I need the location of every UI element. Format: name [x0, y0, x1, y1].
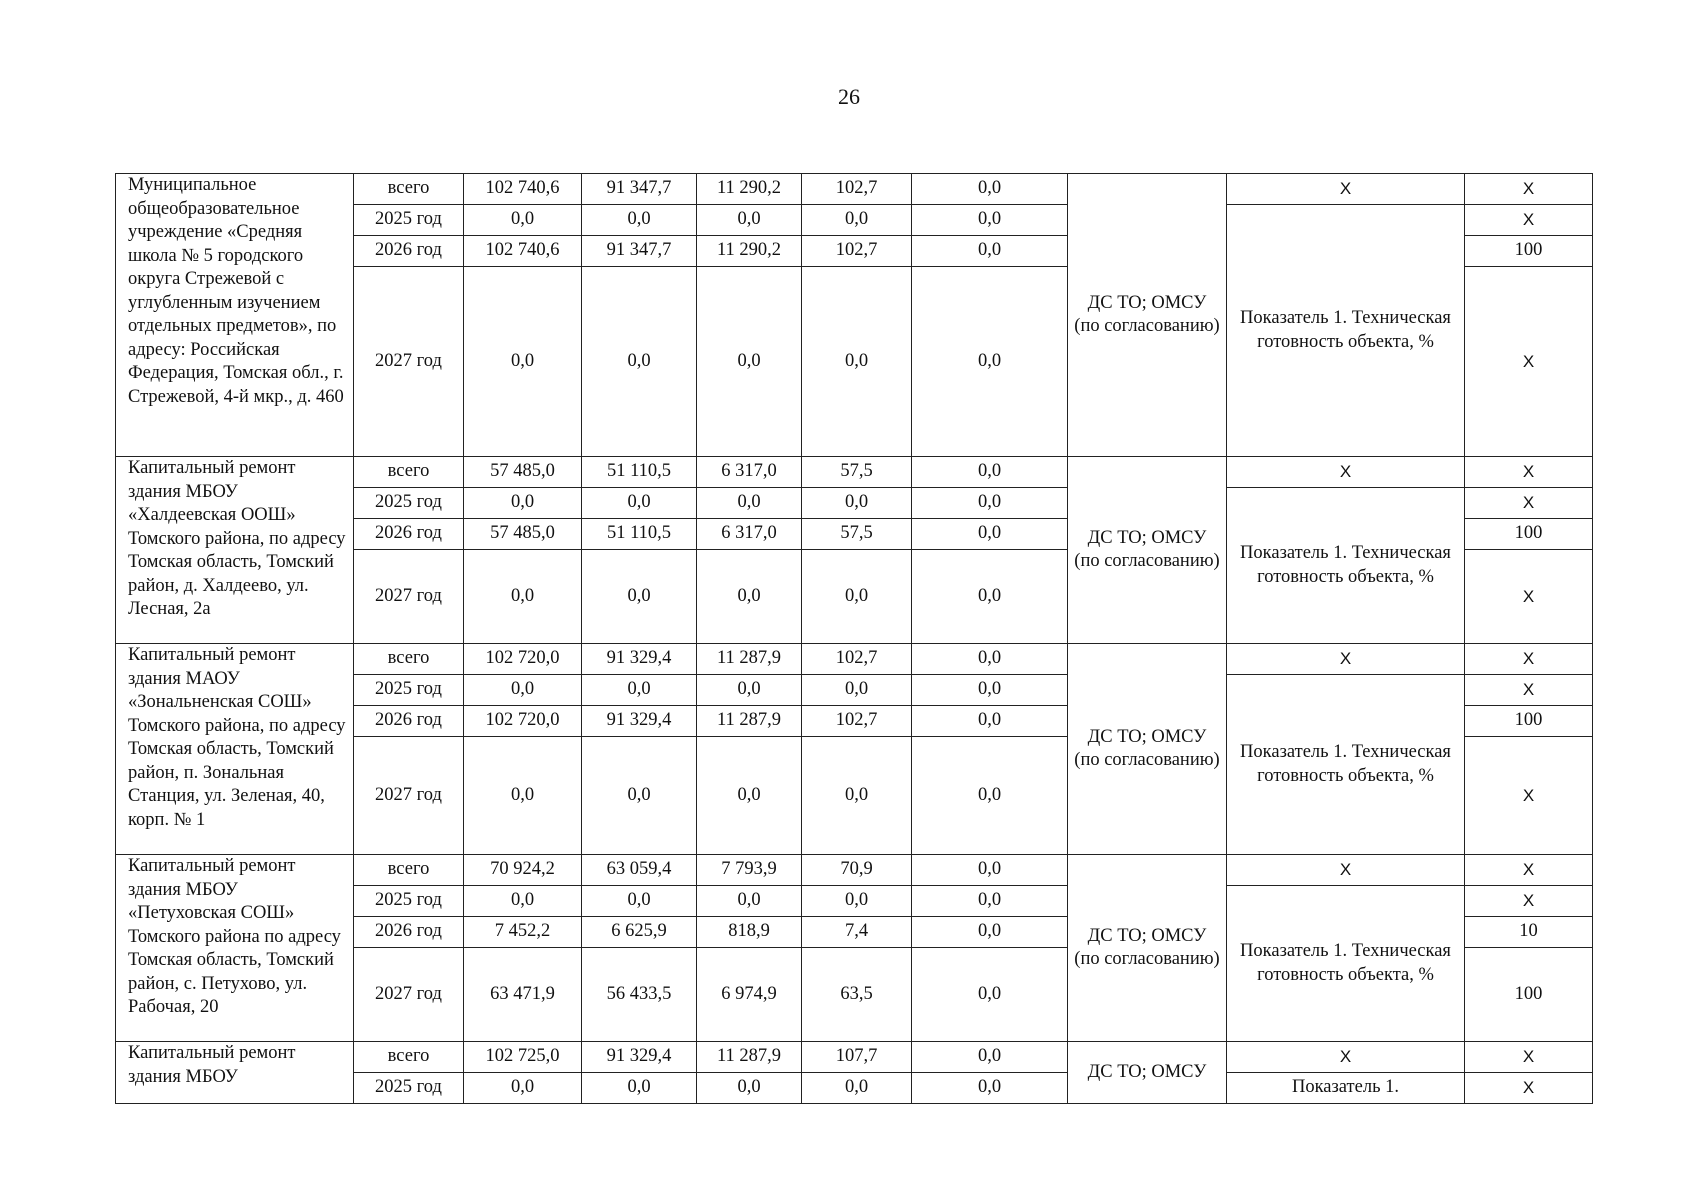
table-row: [116, 457, 1593, 488]
value-cell: 102 740,6: [464, 236, 582, 267]
period-cell: 2026 год: [354, 236, 464, 267]
value-cell: 0,0: [802, 1073, 912, 1104]
value-cell: 6 974,9: [697, 948, 802, 1042]
value-cell: 51 110,5: [582, 457, 697, 488]
object-name: Капитальный ремонт здания МБОУ «Халдеевская ООШ» Томского района, по адресу Томская область, Томский район, д. Халдеево, ул. Лесная, 2а: [116, 457, 354, 644]
object-name: Капитальный ремонт здания МБОУ «Петуховская СОШ» Томского района по адресу Томская область, Томский район, с. Петухово, ул. Рабочая, 20: [116, 855, 354, 1042]
value-cell: 0,0: [912, 550, 1068, 644]
value-cell: 818,9: [697, 917, 802, 948]
value-cell: 7 452,2: [464, 917, 582, 948]
value-cell: 6 317,0: [697, 457, 802, 488]
executor-cell: ДС ТО; ОМСУ (по согласованию): [1068, 855, 1227, 1042]
executor-cell: ДС ТО; ОМСУ (по согласованию): [1068, 457, 1227, 644]
page-number: 26: [838, 84, 860, 109]
target-cell: Х: [1465, 675, 1593, 706]
period-cell: 2026 год: [354, 917, 464, 948]
value-cell: 0,0: [582, 550, 697, 644]
indicator-cell: Показатель 1. Техническая готовность объекта, %: [1227, 886, 1465, 1042]
value-cell: 0,0: [912, 205, 1068, 236]
value-cell: 0,0: [697, 886, 802, 917]
period-cell: 2027 год: [354, 948, 464, 1042]
target-cell: 100: [1465, 948, 1593, 1042]
value-cell: 102,7: [802, 236, 912, 267]
value-cell: 0,0: [464, 267, 582, 457]
value-cell: 0,0: [464, 550, 582, 644]
value-cell: 0,0: [912, 855, 1068, 886]
value-cell: 11 287,9: [697, 706, 802, 737]
value-cell: 0,0: [912, 174, 1068, 205]
period-cell: всего: [354, 644, 464, 675]
target-cell: Х: [1465, 1073, 1593, 1104]
value-cell: 0,0: [582, 886, 697, 917]
program-table: [115, 173, 1593, 1104]
value-cell: 57 485,0: [464, 457, 582, 488]
value-cell: 0,0: [802, 886, 912, 917]
period-cell: 2026 год: [354, 519, 464, 550]
target-cell: Х: [1465, 457, 1593, 488]
target-cell: Х: [1465, 205, 1593, 236]
indicator-cell: Х: [1227, 457, 1465, 488]
indicator-cell: Показатель 1. Техническая готовность объекта, %: [1227, 675, 1465, 855]
target-cell: 10: [1465, 917, 1593, 948]
executor-cell: ДС ТО; ОМСУ (по согласованию): [1068, 644, 1227, 855]
value-cell: 11 287,9: [697, 1042, 802, 1073]
value-cell: 0,0: [697, 737, 802, 855]
indicator-cell: Х: [1227, 644, 1465, 675]
value-cell: 6 317,0: [697, 519, 802, 550]
value-cell: 0,0: [582, 1073, 697, 1104]
target-cell: Х: [1465, 886, 1593, 917]
period-cell: 2026 год: [354, 706, 464, 737]
value-cell: 0,0: [802, 267, 912, 457]
value-cell: 91 329,4: [582, 706, 697, 737]
table-row: [116, 855, 1593, 886]
value-cell: 0,0: [464, 737, 582, 855]
target-cell: Х: [1465, 737, 1593, 855]
value-cell: 57,5: [802, 457, 912, 488]
value-cell: 57 485,0: [464, 519, 582, 550]
period-cell: 2027 год: [354, 267, 464, 457]
value-cell: 0,0: [912, 948, 1068, 1042]
object-name: Капитальный ремонт здания МБОУ: [116, 1042, 354, 1104]
value-cell: 91 347,7: [582, 236, 697, 267]
value-cell: 0,0: [912, 917, 1068, 948]
value-cell: 0,0: [582, 737, 697, 855]
value-cell: 102 740,6: [464, 174, 582, 205]
table-row: [116, 644, 1593, 675]
target-cell: 100: [1465, 236, 1593, 267]
object-name: Капитальный ремонт здания МАОУ «Зональненская СОШ» Томского района, по адресу Томская область, Томский район, п. Зональная Станция, ул. Зеленая, 40, корп. № 1: [116, 644, 354, 855]
value-cell: 0,0: [697, 205, 802, 236]
period-cell: 2027 год: [354, 550, 464, 644]
value-cell: 0,0: [464, 488, 582, 519]
value-cell: 0,0: [582, 205, 697, 236]
value-cell: 0,0: [802, 205, 912, 236]
value-cell: 0,0: [912, 236, 1068, 267]
target-cell: Х: [1465, 550, 1593, 644]
value-cell: 102,7: [802, 706, 912, 737]
value-cell: 107,7: [802, 1042, 912, 1073]
value-cell: 0,0: [464, 1073, 582, 1104]
executor-cell: ДС ТО; ОМСУ (по согласованию): [1068, 174, 1227, 457]
indicator-cell: Х: [1227, 855, 1465, 886]
period-cell: 2025 год: [354, 488, 464, 519]
value-cell: 0,0: [697, 675, 802, 706]
indicator-cell: Показатель 1. Техническая готовность объекта, %: [1227, 488, 1465, 644]
value-cell: 91 329,4: [582, 644, 697, 675]
executor-cell: ДС ТО; ОМСУ: [1068, 1042, 1227, 1104]
period-cell: 2025 год: [354, 205, 464, 236]
value-cell: 0,0: [802, 488, 912, 519]
target-cell: 100: [1465, 519, 1593, 550]
value-cell: 0,0: [912, 675, 1068, 706]
table-row: [116, 1042, 1593, 1073]
value-cell: 0,0: [802, 550, 912, 644]
value-cell: 0,0: [912, 737, 1068, 855]
value-cell: 0,0: [912, 519, 1068, 550]
period-cell: 2025 год: [354, 675, 464, 706]
value-cell: 102,7: [802, 174, 912, 205]
value-cell: 0,0: [582, 675, 697, 706]
value-cell: 63 471,9: [464, 948, 582, 1042]
value-cell: 0,0: [582, 488, 697, 519]
value-cell: 11 290,2: [697, 236, 802, 267]
target-cell: Х: [1465, 488, 1593, 519]
indicator-cell: Показатель 1. Техническая готовность объекта, %: [1227, 205, 1465, 457]
value-cell: 0,0: [912, 644, 1068, 675]
period-cell: всего: [354, 855, 464, 886]
indicator-cell: Х: [1227, 1042, 1465, 1073]
target-cell: Х: [1465, 855, 1593, 886]
value-cell: 0,0: [912, 1073, 1068, 1104]
value-cell: 0,0: [912, 706, 1068, 737]
value-cell: 11 287,9: [697, 644, 802, 675]
value-cell: 6 625,9: [582, 917, 697, 948]
period-cell: всего: [354, 174, 464, 205]
period-cell: 2025 год: [354, 1073, 464, 1104]
target-cell: Х: [1465, 1042, 1593, 1073]
value-cell: 0,0: [912, 457, 1068, 488]
indicator-cell: Показатель 1.: [1227, 1073, 1465, 1104]
value-cell: 11 290,2: [697, 174, 802, 205]
value-cell: 0,0: [912, 1042, 1068, 1073]
object-name: Муниципальное общеобразовательное учреждение «Средняя школа № 5 городского округа Стрежевой с углубленным изучением отдельных предметов», по адресу: Российская Федерация, Томская обл., г. Стрежевой, 4-й мкр., д. 460: [116, 174, 354, 457]
value-cell: 0,0: [697, 488, 802, 519]
value-cell: 63 059,4: [582, 855, 697, 886]
value-cell: 0,0: [697, 550, 802, 644]
value-cell: 57,5: [802, 519, 912, 550]
period-cell: всего: [354, 1042, 464, 1073]
value-cell: 102 720,0: [464, 644, 582, 675]
value-cell: 70 924,2: [464, 855, 582, 886]
value-cell: 0,0: [582, 267, 697, 457]
value-cell: 0,0: [912, 488, 1068, 519]
value-cell: 91 347,7: [582, 174, 697, 205]
value-cell: 0,0: [697, 267, 802, 457]
table-row: [116, 174, 1593, 205]
value-cell: 0,0: [464, 205, 582, 236]
value-cell: 0,0: [802, 737, 912, 855]
value-cell: 0,0: [802, 675, 912, 706]
period-cell: 2025 год: [354, 886, 464, 917]
value-cell: 0,0: [464, 886, 582, 917]
value-cell: 102 720,0: [464, 706, 582, 737]
period-cell: 2027 год: [354, 737, 464, 855]
indicator-cell: Х: [1227, 174, 1465, 205]
value-cell: 63,5: [802, 948, 912, 1042]
period-cell: всего: [354, 457, 464, 488]
value-cell: 70,9: [802, 855, 912, 886]
value-cell: 102 725,0: [464, 1042, 582, 1073]
target-cell: 100: [1465, 706, 1593, 737]
value-cell: 56 433,5: [582, 948, 697, 1042]
value-cell: 102,7: [802, 644, 912, 675]
value-cell: 0,0: [912, 267, 1068, 457]
value-cell: 7,4: [802, 917, 912, 948]
target-cell: Х: [1465, 644, 1593, 675]
value-cell: 0,0: [697, 1073, 802, 1104]
target-cell: Х: [1465, 267, 1593, 457]
value-cell: 91 329,4: [582, 1042, 697, 1073]
value-cell: 7 793,9: [697, 855, 802, 886]
value-cell: 51 110,5: [582, 519, 697, 550]
value-cell: 0,0: [464, 675, 582, 706]
value-cell: 0,0: [912, 886, 1068, 917]
target-cell: Х: [1465, 174, 1593, 205]
